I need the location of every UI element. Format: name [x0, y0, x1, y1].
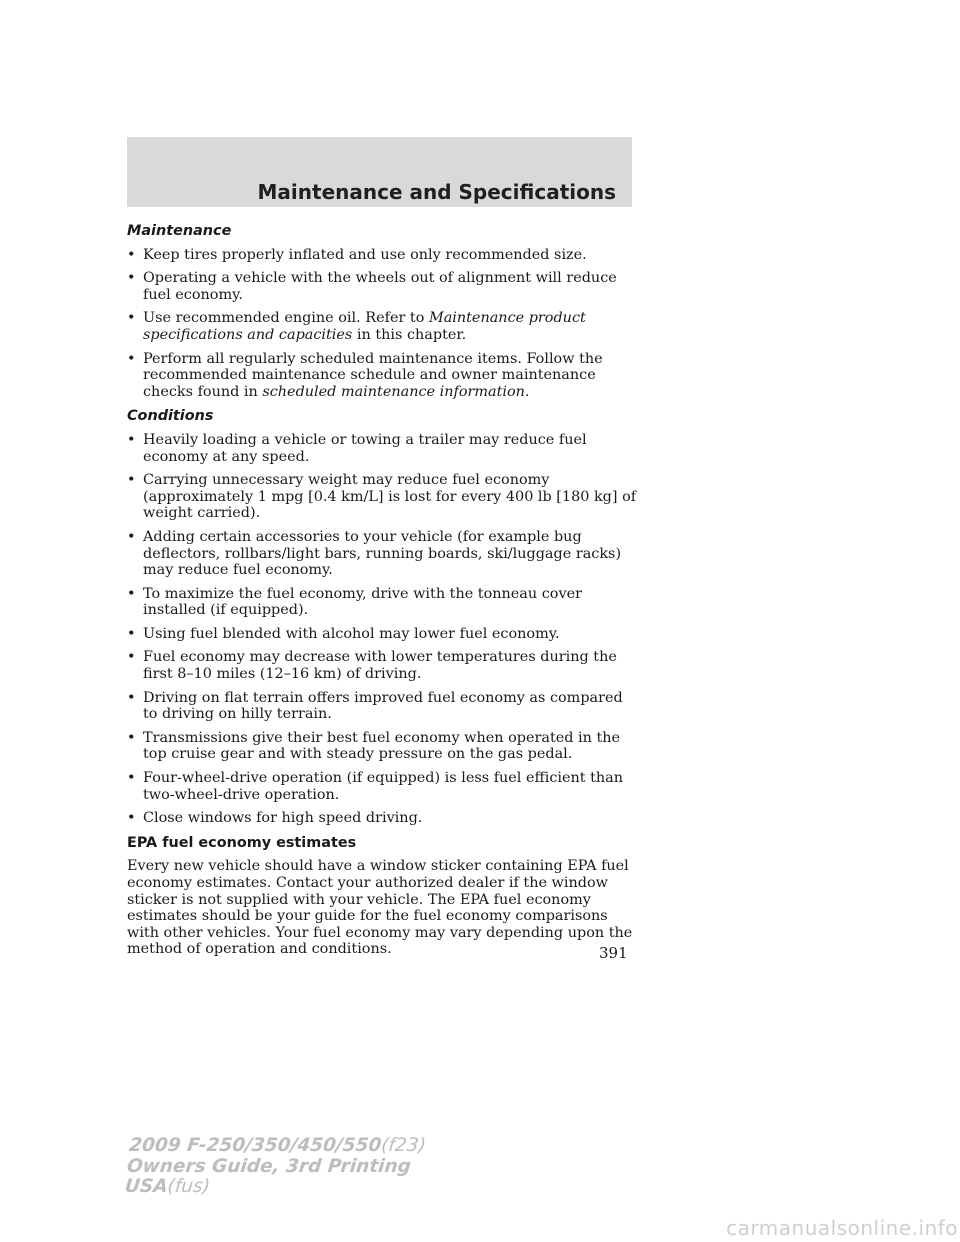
section-header-band: [127, 137, 632, 207]
site-watermark: carmanualsonline.info: [726, 1216, 958, 1240]
bullet-icon: •: [127, 729, 136, 746]
maintenance-item-text: .: [524, 383, 530, 400]
maintenance-item: [127, 310, 637, 343]
maintenance-heading: Maintenance: [127, 223, 232, 239]
bullet-icon: •: [127, 689, 136, 706]
maintenance-item-text: Keep tires properly inflated and use only recommended size.: [143, 246, 587, 263]
maintenance-item: [127, 247, 637, 264]
condition-item: [127, 649, 637, 682]
section-title: Maintenance and Specifications: [257, 180, 616, 204]
footer-market-code: (fus): [166, 1176, 212, 1197]
bullet-icon: •: [127, 246, 136, 263]
bullet-icon: •: [127, 625, 136, 642]
bullet-icon: •: [127, 431, 136, 448]
footer-market: USA: [123, 1176, 169, 1197]
condition-item: [127, 432, 637, 465]
condition-item: [127, 529, 637, 579]
condition-item-text: Heavily loading a vehicle or towing a trailer may reduce fuel economy at any speed.: [143, 431, 587, 465]
bullet-icon: •: [127, 770, 136, 787]
condition-item-text: Driving on flat terrain offers improved fuel economy as compared to driving on hilly terrain.: [143, 689, 623, 723]
bullet-icon: •: [127, 472, 136, 489]
condition-item: [127, 472, 637, 522]
cross-reference: Maintenance product specifications and capacities: [143, 310, 586, 343]
condition-item-text: Adding certain accessories to your vehicle (for example bug deflectors, rollbars/light bars, running boards, ski/luggage racks) may reduce fuel economy.: [143, 528, 622, 579]
maintenance-item: [127, 351, 637, 401]
conditions-heading: Conditions: [127, 408, 214, 425]
condition-item-text: Four-wheel-drive operation (if equipped) is less fuel efficient than two-wheel-drive operation.: [143, 770, 624, 803]
bullet-icon: •: [127, 810, 136, 827]
maintenance-item: [127, 270, 637, 303]
condition-item-text: Close windows for high speed driving.: [143, 810, 423, 827]
epa-paragraph: Every new vehicle should have a window sticker containing EPA fuel economy estimates. Contact your authorized dealer if the window sticker is not supplied with your vehicle. The EPA fuel economy estimates should be your guide for the fuel economy comparisons with other vehicles. Your fuel economy may vary depending upon the method of operation and conditions.: [127, 858, 633, 958]
epa-heading: EPA fuel economy estimates: [127, 834, 357, 851]
footer-edition: Owners Guide, 3rd Printing: [125, 1155, 413, 1177]
footer-model-code: (f23): [380, 1135, 427, 1156]
condition-item-text: Carrying unnecessary weight may reduce fuel economy (approximately 1 mpg [0.4 km/L] is lost for every 400 lb [180 kg] of weight carried).: [143, 472, 637, 522]
bullet-icon: •: [127, 310, 136, 327]
condition-item: [127, 730, 637, 763]
footer-model: 2009 F-250/350/450/550: [128, 1135, 383, 1156]
bullet-icon: •: [127, 585, 136, 602]
cross-reference: scheduled maintenance information: [262, 383, 525, 400]
bullet-icon: •: [127, 528, 136, 545]
page-content: [127, 223, 637, 958]
condition-item: [127, 770, 637, 803]
condition-item-text: To maximize the fuel economy, drive with the tonneau cover installed (if equipped).: [143, 585, 582, 619]
bullet-icon: •: [127, 270, 136, 287]
condition-item: [127, 586, 637, 619]
maintenance-item-text: in this chapter.: [352, 326, 467, 343]
bullet-icon: •: [127, 350, 136, 367]
condition-item: [127, 810, 637, 827]
document-footer: [124, 1136, 427, 1198]
page-number: 391: [599, 944, 628, 962]
maintenance-item-text: Operating a vehicle with the wheels out of alignment will reduce fuel economy.: [143, 270, 617, 303]
maintenance-item-text: Perform all regularly scheduled maintenance items. Follow the recommended maintenance schedule and owner maintenance checks found in: [143, 350, 603, 400]
condition-item-text: Using fuel blended with alcohol may lower fuel economy.: [143, 625, 560, 642]
condition-item-text: Fuel economy may decrease with lower temperatures during the first 8–10 miles (12–16 km) of driving.: [143, 649, 617, 683]
condition-item: [127, 626, 637, 643]
condition-item: [127, 690, 637, 723]
bullet-icon: •: [127, 649, 136, 666]
condition-item-text: Transmissions give their best fuel economy when operated in the top cruise gear and with steady pressure on the gas pedal.: [143, 729, 621, 763]
maintenance-item-text: Use recommended engine oil. Refer to: [143, 310, 429, 327]
